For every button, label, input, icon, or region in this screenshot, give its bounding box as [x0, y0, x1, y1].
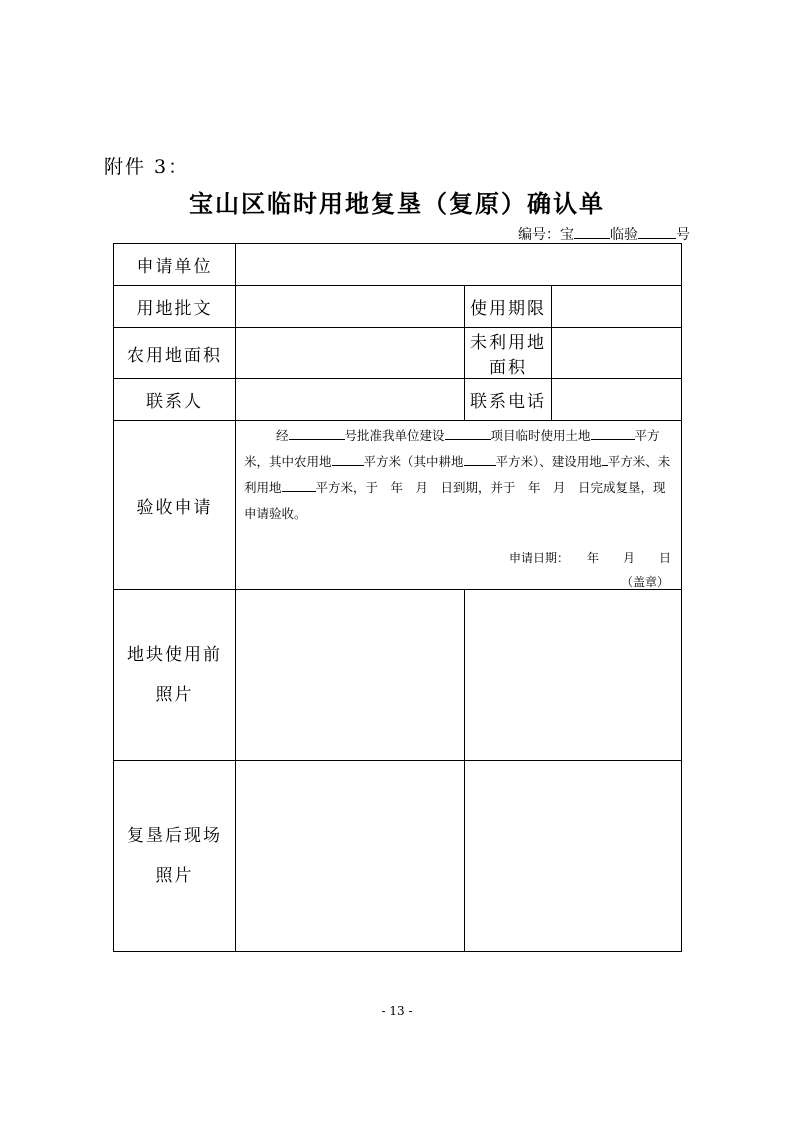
approval-doc-label: 用地批文: [114, 286, 236, 328]
fill-blank[interactable]: [591, 427, 635, 440]
fill-blank[interactable]: [282, 479, 316, 492]
contact-phone-field[interactable]: [552, 379, 682, 421]
before-photo-slot-2[interactable]: [465, 590, 682, 761]
acceptance-request-field[interactable]: [236, 421, 682, 590]
usage-period-field[interactable]: [552, 286, 682, 328]
serial-middle: 临验: [610, 227, 638, 243]
seal-note: （盖章）: [620, 575, 669, 589]
contact-person-field[interactable]: [236, 379, 465, 421]
applicant-field[interactable]: [236, 244, 682, 286]
serial-prefix: 编号：宝: [518, 227, 574, 243]
page-number: - 13 -: [381, 1004, 413, 1018]
serial-blank-1[interactable]: [574, 226, 610, 239]
applicant-label: 申请单位: [114, 244, 236, 286]
after-photo-slot-2[interactable]: [465, 761, 682, 952]
document-title: 宝山区临时用地复垦（复原）确认单: [189, 190, 605, 218]
acceptance-request-label: 验收申请: [114, 421, 236, 590]
fill-blank[interactable]: [332, 453, 364, 466]
confirmation-form: [113, 243, 682, 952]
after-photo-slot-1[interactable]: [236, 761, 465, 952]
unused-land-area-field[interactable]: [552, 328, 682, 379]
fill-blank[interactable]: [445, 427, 491, 440]
serial-number: [518, 224, 690, 244]
serial-blank-2[interactable]: [638, 226, 676, 239]
farmland-area-label: 农用地面积: [114, 328, 236, 379]
farmland-area-field[interactable]: [236, 328, 465, 379]
before-photo-slot-1[interactable]: [236, 590, 465, 761]
after-photo-label: 复垦后现场 照片: [114, 761, 236, 952]
serial-suffix: 号: [676, 227, 690, 243]
fill-blank[interactable]: [464, 453, 496, 466]
application-date: 申请日期： 年 月 日: [508, 551, 671, 565]
contact-phone-label: 联系电话: [465, 379, 552, 421]
usage-period-label: 使用期限: [465, 286, 552, 328]
approval-doc-field[interactable]: [236, 286, 465, 328]
attachment-label: 附件 3：: [104, 156, 190, 178]
contact-person-label: 联系人: [114, 379, 236, 421]
unused-land-area-label: 未利用地面积: [465, 328, 552, 379]
before-photo-label: 地块使用前 照片: [114, 590, 236, 761]
fill-blank[interactable]: [289, 427, 345, 440]
acceptance-request-text: 经 号批准我单位建设 项目临时使用土地 平方米，其中农用地 平方米（其中耕地 平方米）、建设用地 平方米、未利用地 平方米，于 年 月 日到期，并于 年 月 日完成复垦，现申请验收。: [244, 428, 671, 521]
